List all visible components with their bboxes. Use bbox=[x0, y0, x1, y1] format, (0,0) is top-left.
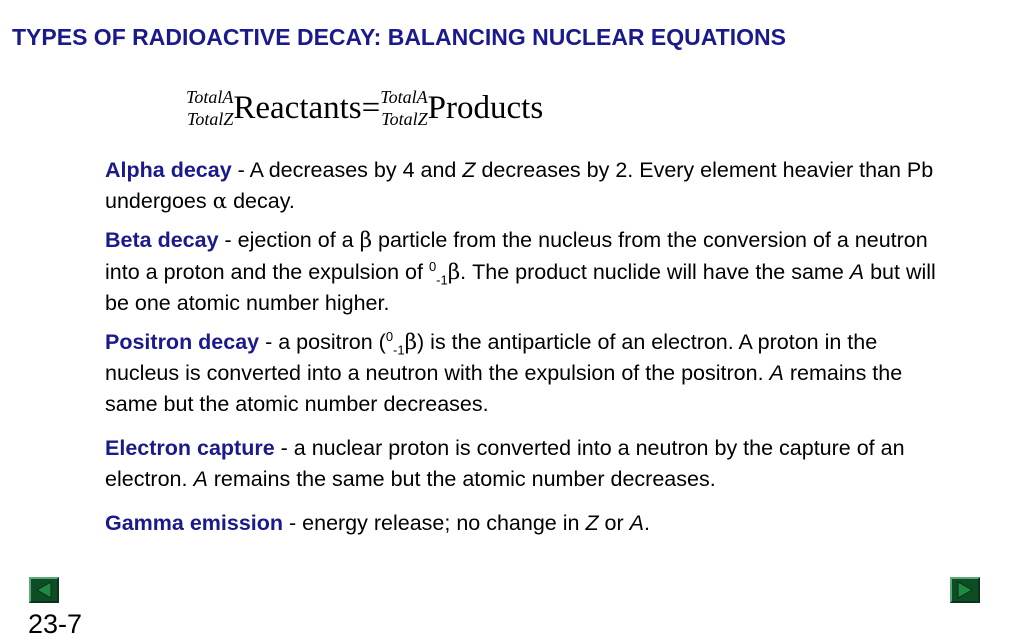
electron-capture-term: Electron capture bbox=[105, 436, 275, 460]
equals-sign: = bbox=[361, 90, 381, 126]
previous-slide-button[interactable] bbox=[29, 577, 59, 603]
positron-decay-paragraph: Positron decay - a positron ($^0_{-1}$β) is the antiparticle of an electron. A proton in the nucleus is converted into a neutron with the expulsion of the positron. A remains the same but the atomic number decreases. bbox=[105, 328, 903, 416]
triangle-right-icon bbox=[952, 579, 978, 601]
left-total-stack bbox=[186, 86, 233, 130]
left-total-z: TotalZ bbox=[186, 109, 234, 129]
gamma-emission-paragraph: Gamma emission - energy release; no change in Z or A. bbox=[105, 511, 650, 535]
beta-symbol: β bbox=[404, 329, 418, 355]
positron-decay-term: Positron decay bbox=[105, 329, 260, 354]
alpha-symbol: α bbox=[212, 188, 228, 214]
alpha-decay-term: Alpha decay bbox=[105, 158, 232, 182]
balance-equation bbox=[186, 86, 543, 130]
right-total-stack bbox=[380, 86, 427, 130]
right-total-z: TotalZ bbox=[381, 109, 428, 129]
electron-capture-paragraph: Electron capture - a nuclear proton is converted into a neutron by the capture of an electron. A remains the same but the atomic number decreases. bbox=[105, 436, 905, 491]
beta-decay-term: Beta decay bbox=[105, 228, 219, 252]
next-slide-button[interactable] bbox=[950, 577, 980, 603]
beta-symbol: β bbox=[447, 259, 461, 285]
triangle-left-icon bbox=[31, 579, 57, 601]
decay-types-list bbox=[105, 155, 955, 539]
gamma-emission-term: Gamma emission bbox=[105, 511, 284, 535]
slide-number: 23-7 bbox=[28, 609, 83, 639]
slide-title: TYPES OF RADIOACTIVE DECAY: BALANCING NUCLEAR EQUATIONS bbox=[12, 24, 786, 50]
beta-decay-paragraph: Beta decay - ejection of a β particle from the nucleus from the conversion of a neutron into a proton and the expulsion of $^0_{-1}$β. The product nuclide will have the same A but will be one atomic number higher. bbox=[105, 228, 936, 315]
left-total-a: TotalA bbox=[186, 87, 234, 107]
right-total-a: TotalA bbox=[380, 87, 428, 107]
beta-symbol: β bbox=[359, 228, 373, 253]
reactants-label: Reactants bbox=[233, 90, 362, 126]
products-label: Products bbox=[427, 90, 544, 126]
alpha-decay-paragraph: Alpha decay - A decreases by 4 and Z decreases by 2. Every element heavier than Pb undergoes α decay. bbox=[105, 158, 934, 214]
